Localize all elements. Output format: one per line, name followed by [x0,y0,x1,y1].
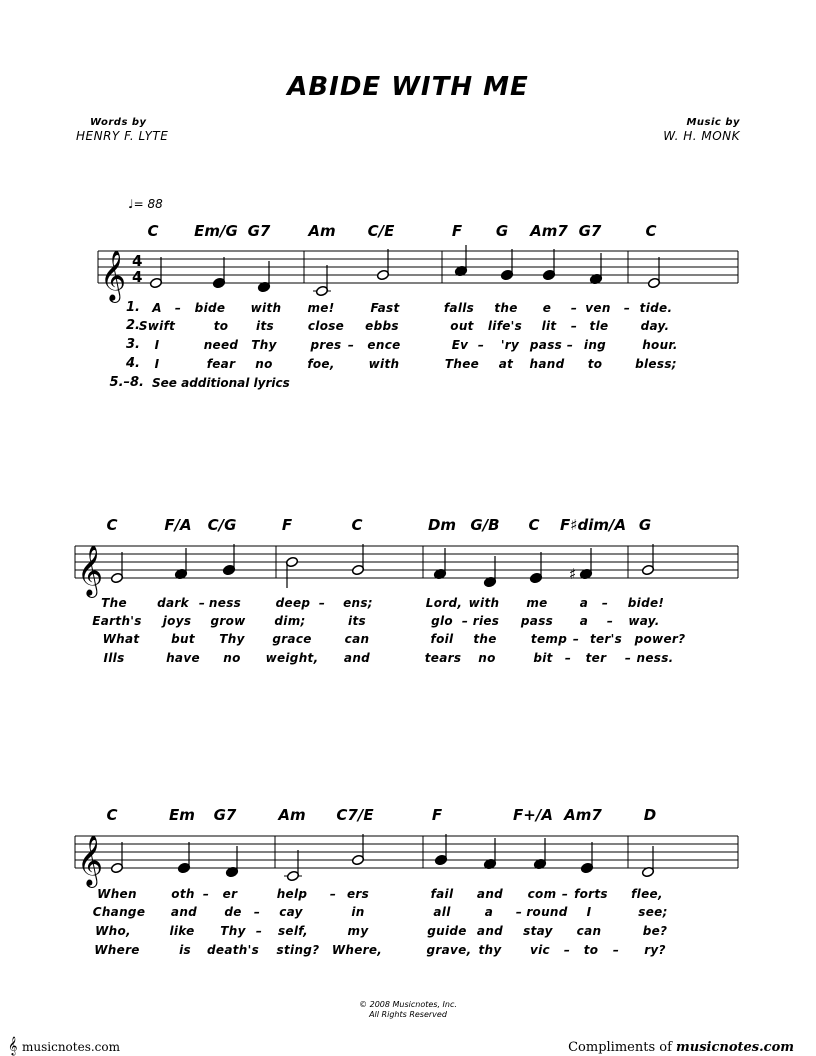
lyric-syllable: temp [530,632,568,646]
chord-symbol: C/E [367,222,395,240]
chord-symbol: C [528,516,540,534]
lyric-syllable: fear [206,357,236,371]
lyric-syllable: – [461,614,469,628]
lyric-syllable: with [368,357,400,371]
lyric-syllable: and [476,887,504,901]
lyric-syllable: and [170,905,198,919]
lyric-syllable: ers [346,887,370,901]
lyric-syllable: and [476,924,504,938]
lyric-syllable: Lord, [425,596,463,610]
footer-compliments-site: musicnotes.com [676,1040,794,1055]
lyric-syllable: – [624,651,632,665]
lyric-syllable: a [579,596,589,610]
lyric-syllable: see; [638,905,668,919]
lyric-syllable: Where [94,943,140,957]
lyric-syllable: dark [157,596,189,610]
chord-symbol: G7 [578,222,602,240]
chord-symbol: F+/A [513,806,553,824]
lyric-syllable: – [564,651,572,665]
lyric-syllable: grave, [426,943,472,957]
chord-symbol: C7/E [336,806,374,824]
lyric-syllable: 'ry [500,338,520,352]
verse-number: 1. [126,300,140,315]
lyric-syllable: with [468,596,500,610]
lyric-syllable: bless; [635,357,677,371]
footer-site-link[interactable]: musicnotes.com [22,1040,120,1054]
rights-reserved-line: All Rights Reserved [369,1010,447,1019]
lyric-syllable: – [347,338,355,352]
lyric-syllable: glo [431,614,453,628]
treble-clef-icon: 𝄞 [77,835,104,886]
lyric-syllable: to [213,319,229,333]
lyric-syllable: e [542,301,552,315]
chord-symbol: Am7 [530,222,568,240]
lyric-syllable: guide [427,924,467,938]
lyric-syllable: er [222,887,238,901]
chord-symbol: F [451,222,463,240]
lyric-syllable: life's [487,319,523,333]
lyric-syllable: no [478,651,496,665]
chord-symbol: Em/G [194,222,238,240]
verse-number: 2. [126,318,140,333]
chord-symbol: G7 [213,806,237,824]
chord-symbol: C/G [207,516,237,534]
chord-symbol: G7 [247,222,271,240]
treble-clef-icon: 𝄞 [100,250,127,301]
lyric-syllable: its [256,319,274,333]
chord-symbol: C [106,516,118,534]
lyric-syllable: tide. [639,301,673,315]
lyric-syllable: thy [478,943,502,957]
musicnotes-logo-icon: 𝄞 [8,1036,18,1055]
lyric-syllable: oth [171,887,195,901]
lyric-syllable: but [171,632,195,646]
lyric-syllable: vic [530,943,550,957]
lyric-syllable: stay [523,924,553,938]
lyric-syllable: all [433,905,451,919]
lyric-syllable: joys [162,614,192,628]
lyric-syllable: ness [208,596,242,610]
chord-symbol: Am7 [564,806,602,824]
composer-name: W. H. MONK [663,129,740,143]
sharp-icon: ♯ [569,565,577,583]
lyric-syllable: day. [640,319,670,333]
lyric-syllable: grace [272,632,312,646]
lyric-syllable: de [224,905,242,919]
lyric-syllable: I [586,905,592,919]
additional-lyrics-note: See additional lyrics [152,376,290,390]
lyric-syllable: ness. [636,651,674,665]
lyric-syllable: need [203,338,239,352]
lyric-syllable: with [250,301,282,315]
lyric-syllable: bide! [627,596,665,610]
lyric-syllable: – [477,338,485,352]
lyric-syllable: weight, [265,651,319,665]
lyric-syllable: self, [277,924,309,938]
copyright-line: © 2008 Musicnotes, Inc. [359,1000,457,1009]
lyric-syllable: – [253,905,261,919]
chord-symbol: C [147,222,159,240]
verse-range-number: 5.–8. [109,375,144,390]
music-by-label: Music by [686,117,740,128]
chord-symbol: G [638,516,652,534]
lyric-syllable: – [601,596,609,610]
lyric-syllable: Fast [370,301,400,315]
chord-symbol: F/A [164,516,192,534]
chord-symbol: F♯dim/A [559,516,627,534]
lyric-syllable: hand [529,357,565,371]
lyric-syllable: can [344,632,370,646]
lyric-syllable: pass [529,338,563,352]
lyric-syllable: Thee [444,357,480,371]
lyric-syllable: Swift [138,319,176,333]
lyric-syllable: – [198,596,206,610]
lyric-syllable: tears [424,651,462,665]
lyric-syllable: ence [367,338,401,352]
chord-symbol: F [281,516,293,534]
words-by-label: Words by [90,117,147,128]
lyric-syllable: Thy [251,338,277,352]
chord-symbol: C [106,806,118,824]
lyric-syllable: Ev [451,338,469,352]
lyric-syllable: like [169,924,195,938]
lyric-syllable: I [154,338,160,352]
lyric-syllable: Change [92,905,146,919]
lyric-syllable: What [102,632,140,646]
lyric-syllable: my [347,924,369,938]
lyric-syllable: Where, [331,943,383,957]
time-signature-bottom: 4 [132,268,143,286]
lyric-syllable: is [179,943,191,957]
lyric-syllable: ing [583,338,607,352]
song-title: ABIDE WITH ME [287,72,529,102]
lyric-syllable: lit [541,319,557,333]
lyric-syllable: falls [443,301,475,315]
lyric-syllable: grow [210,614,246,628]
lyric-syllable: – [563,943,571,957]
chord-symbol: G [495,222,509,240]
lyric-syllable: a [484,905,494,919]
lyric-syllable: and [343,651,371,665]
lyric-syllable: When [97,887,137,901]
lyric-syllable: com [527,887,557,901]
lyric-syllable: – [318,596,326,610]
lyric-syllable: – [515,905,523,919]
lyric-syllable: at [498,357,514,371]
lyric-syllable: ries [472,614,500,628]
lyric-syllable: close [307,319,345,333]
lyric-syllable: – [570,319,578,333]
footer-compliments-prefix: Compliments of [568,1040,672,1055]
lyric-syllable: – [623,301,631,315]
lyric-syllable: ens; [343,596,373,610]
lyric-syllable: to [583,943,599,957]
chord-symbol: F [431,806,443,824]
lyric-syllable: dim; [274,614,306,628]
lyric-syllable: power? [634,632,686,646]
lyric-syllable: ven [585,301,611,315]
chord-symbol: D [643,806,657,824]
lyric-syllable: – [255,924,263,938]
lyric-syllable: a [579,614,589,628]
lyric-syllable: ter [585,651,607,665]
lyric-syllable: ebbs [365,319,399,333]
chord-symbol: C [351,516,363,534]
lyric-syllable: can [576,924,602,938]
lyric-syllable: Thy [219,632,245,646]
lyric-syllable: – [572,632,580,646]
lyric-syllable: Thy [220,924,246,938]
lyric-syllable: me! [307,301,335,315]
chord-symbol: Am [278,806,306,824]
lyric-syllable: me [526,596,548,610]
chord-symbol: Em [169,806,195,824]
lyric-syllable: have [166,651,200,665]
lyric-syllable: The [101,596,127,610]
chord-symbol: Am [308,222,336,240]
verse-number: 4. [126,356,140,371]
lyric-syllable: – [329,887,337,901]
lyric-syllable: deep [275,596,311,610]
lyric-syllable: help [276,887,308,901]
chord-symbol: C [645,222,657,240]
lyric-syllable: flee, [631,887,663,901]
lyric-syllable: the [494,301,518,315]
lyric-syllable: – [612,943,620,957]
lyric-syllable: to [587,357,603,371]
lyric-syllable: cay [279,905,303,919]
lyric-syllable: – [566,338,574,352]
lyric-syllable: Earth's [92,614,142,628]
lyric-syllable: in [351,905,365,919]
treble-clef-icon: 𝄞 [77,545,104,596]
lyric-syllable: tle [589,319,609,333]
time-signature-top: 4 [132,252,143,270]
lyric-syllable: the [473,632,497,646]
lyric-syllable: – [174,301,182,315]
lyric-syllable: out [450,319,474,333]
lyric-syllable: foil [430,632,454,646]
lyric-syllable: Ills [103,651,125,665]
lyric-syllable: round [526,905,568,919]
lyricist-name: HENRY F. LYTE [76,129,169,143]
lyric-syllable: Who, [95,924,131,938]
lyric-syllable: – [202,887,210,901]
lyric-syllable: forts [574,887,608,901]
lyric-syllable: way. [628,614,660,628]
lyric-syllable: pres [310,338,342,352]
lyric-syllable: ry? [644,943,666,957]
lyric-syllable: pass [520,614,554,628]
lyric-syllable: hour. [642,338,678,352]
lyric-syllable: foe, [307,357,335,371]
lyric-syllable: – [606,614,614,628]
footer-compliments[interactable] [568,1040,794,1055]
lyric-syllable: no [223,651,241,665]
verse-number: 3. [126,337,140,352]
lyric-syllable: no [255,357,273,371]
lyric-syllable: ter's [589,632,623,646]
lyric-syllable: – [570,301,578,315]
tempo-marking: ♩= 88 [128,197,163,211]
lyric-syllable: fail [430,887,454,901]
chord-symbol: Dm [427,516,457,534]
lyric-syllable: death's [206,943,260,957]
lyric-syllable: A [152,301,162,315]
lyric-syllable: be? [642,924,668,938]
lyric-syllable: bit [533,651,553,665]
lyric-syllable: – [561,887,569,901]
chord-symbol: G/B [470,516,500,534]
lyric-syllable: bide [194,301,226,315]
lyric-syllable: sting? [276,943,320,957]
lyric-syllable: its [348,614,366,628]
lyric-syllable: I [154,357,160,371]
